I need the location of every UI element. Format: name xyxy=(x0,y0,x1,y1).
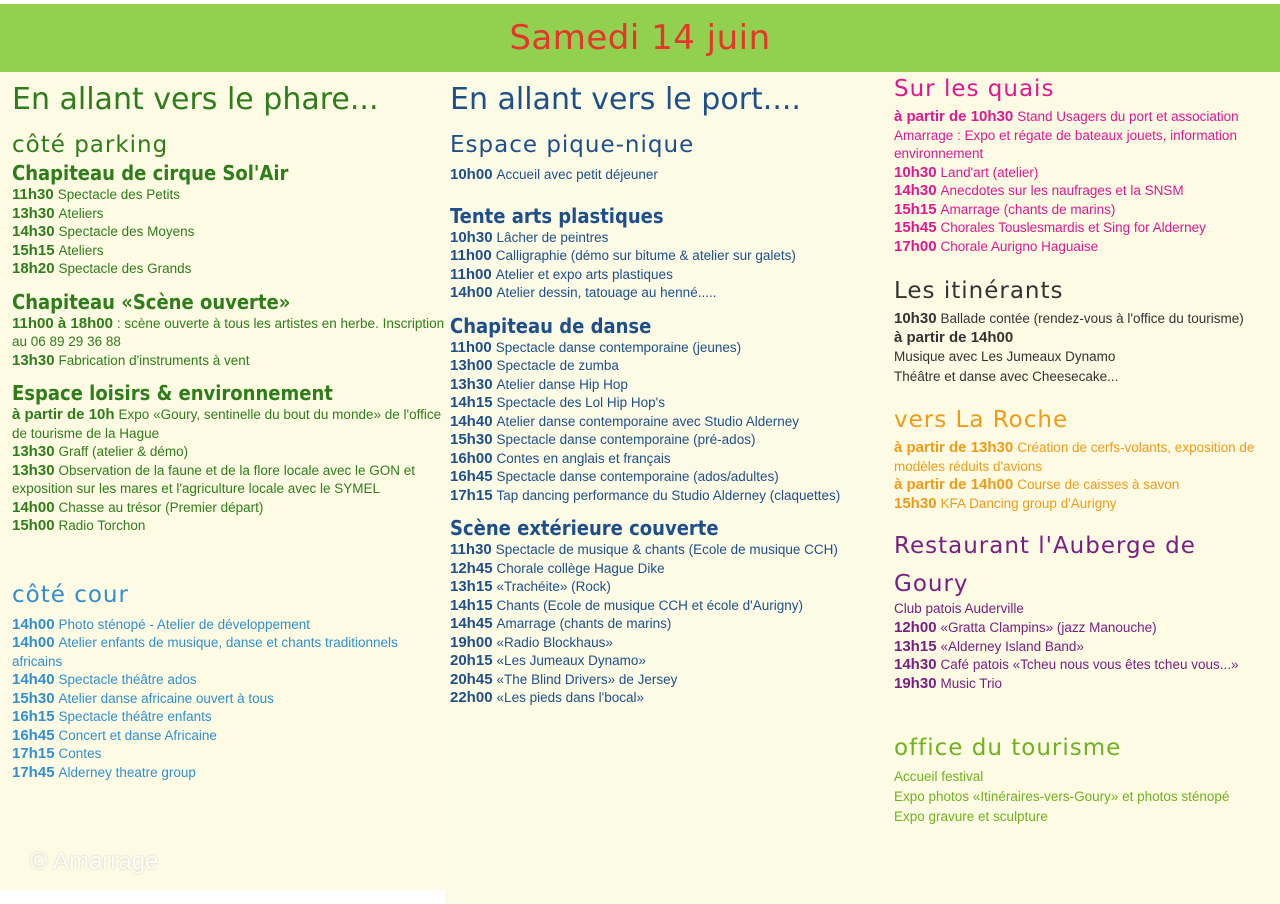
schedule-time: 17h00 xyxy=(894,237,937,255)
loisirs-title: Espace loisirs & environnement xyxy=(12,381,333,405)
tente-title: Tente arts plastiques xyxy=(450,203,664,228)
itinerants-list xyxy=(894,310,1280,347)
schedule-time: 14h40 xyxy=(12,671,55,688)
schedule-text: Ateliers xyxy=(58,205,104,221)
schedule-time: 18h20 xyxy=(12,260,55,277)
schedule-time: 13h15 xyxy=(894,637,937,655)
schedule-text: Ateliers xyxy=(58,242,104,258)
schedule-item xyxy=(894,182,1280,201)
schedule-time: 10h00 xyxy=(450,166,493,183)
schedule-text: «Trachéite» (Rock) xyxy=(496,579,611,594)
schedule-item xyxy=(450,229,885,248)
schedule-text: Atelier dessin, tatouage au henné..... xyxy=(496,285,717,300)
schedule-item xyxy=(12,634,445,671)
restaurant-list xyxy=(894,619,1280,693)
itinerants-heading: Les itinérants xyxy=(894,278,1064,304)
column-phare xyxy=(0,72,445,904)
schedule-time: 13h30 xyxy=(12,204,55,222)
schedule-time: 14h00 xyxy=(12,634,55,651)
schedule-text: Expo «Goury, sentinelle du bout du monde» de l'office de tourisme de la Hague xyxy=(12,407,442,441)
schedule-item xyxy=(894,495,1280,514)
schedule-item xyxy=(12,205,445,224)
exterieure-title: Scène extérieure couverte xyxy=(450,516,719,540)
schedule-text: Chorales Touslesmardis et Sing for Alderney xyxy=(940,220,1206,235)
schedule-time: 12h00 xyxy=(894,619,937,636)
schedule-item xyxy=(450,376,885,395)
schedule-time: 15h30 xyxy=(450,431,493,448)
schedule-time: à partir de 13h30 xyxy=(894,439,1014,456)
restaurant-heading-2: Goury xyxy=(894,571,969,597)
schedule-text: Spectacle théâtre enfants xyxy=(58,709,212,724)
schedule-text: Spectacle danse contemporaine (ados/adultes) xyxy=(496,469,779,484)
schedule-time: 19h00 xyxy=(450,633,493,651)
cirque-title: Chapiteau de cirque Sol'Air xyxy=(12,161,289,185)
schedule-time: 15h00 xyxy=(12,517,55,534)
schedule-time: 14h40 xyxy=(450,412,493,430)
schedule-item xyxy=(12,690,445,709)
schedule-item xyxy=(894,439,1280,476)
schedule-time: 13h30 xyxy=(12,351,55,369)
schedule-time: à partir de 10h30 xyxy=(894,108,1014,125)
schedule-time: 14h00 xyxy=(450,284,493,301)
schedule-time: 15h15 xyxy=(12,241,55,259)
schedule-item xyxy=(894,219,1280,238)
watermark: © Amarrage xyxy=(30,848,159,875)
schedule-text: Radio Torchon xyxy=(58,518,146,533)
schedule-time: 13h00 xyxy=(450,357,493,374)
schedule-item xyxy=(12,462,445,499)
schedule-item xyxy=(450,394,885,413)
schedule-item xyxy=(12,764,445,783)
schedule-text: Spectacle danse contemporaine (jeunes) xyxy=(495,339,742,355)
schedule-time: 17h15 xyxy=(12,745,55,762)
itinerants-note-2: Théâtre et danse avec Cheesecake... xyxy=(894,369,1119,384)
schedule-time: 11h00 xyxy=(450,265,492,283)
schedule-text: «Gratta Clampins» (jazz Manouche) xyxy=(940,620,1157,635)
schedule-item xyxy=(450,578,885,597)
column-port xyxy=(445,72,885,904)
schedule-time: 13h30 xyxy=(12,461,55,479)
quais-list xyxy=(894,108,1280,256)
schedule-time: 16h45 xyxy=(450,468,493,485)
schedule-item xyxy=(450,468,885,487)
schedule-item xyxy=(12,186,445,205)
schedule-text: Spectacle des Lol Hip Hop's xyxy=(496,395,665,410)
schedule-time: 16h00 xyxy=(450,449,493,467)
tente-list xyxy=(450,229,885,303)
schedule-time: 10h30 xyxy=(894,310,937,327)
schedule-text: Spectacle danse contemporaine (pré-ados) xyxy=(496,432,756,447)
schedule-time: 13h30 xyxy=(12,443,55,460)
port-title: En allant vers le port.... xyxy=(450,82,801,117)
schedule-time: à partir de 14h00 xyxy=(894,476,1014,493)
schedule-time: 17h15 xyxy=(450,486,493,504)
schedule-time: 20h45 xyxy=(450,670,493,688)
restaurant-heading: Restaurant l'Auberge de xyxy=(894,533,1196,559)
schedule-time: 19h30 xyxy=(894,674,937,692)
schedule-item xyxy=(12,406,445,443)
schedule-item xyxy=(12,616,445,635)
schedule-text: Music Trio xyxy=(940,675,1003,691)
cirque-list xyxy=(12,186,445,279)
schedule-item xyxy=(450,339,885,358)
schedule-text: KFA Dancing group d'Aurigny xyxy=(940,495,1117,511)
schedule-time: à partir de 10h xyxy=(12,406,115,423)
schedule-text: Fabrication d'instruments à vent xyxy=(58,352,250,368)
schedule-time: 13h15 xyxy=(450,578,493,595)
schedule-time: 16h45 xyxy=(12,726,55,744)
scene-ouverte-list xyxy=(12,315,445,371)
parking-heading: côté parking xyxy=(12,132,169,158)
schedule-time: 11h00 xyxy=(450,247,492,264)
schedule-text: Photo sténopé - Atelier de développement xyxy=(58,616,310,632)
schedule-time: 16h15 xyxy=(12,708,55,725)
schedule-text: Chants (Ecole de musique CCH et école d'Aurigny) xyxy=(496,597,804,613)
schedule-text: Lâcher de peintres xyxy=(496,229,609,245)
schedule-time: 14h30 xyxy=(894,182,937,199)
schedule-time: 14h30 xyxy=(894,656,937,673)
schedule-time: à partir de 14h00 xyxy=(894,328,1014,346)
schedule-text: Anecdotes sur les naufrages et la SNSM xyxy=(940,183,1184,198)
schedule-text: Chorale Aurigno Haguaise xyxy=(940,238,1099,254)
schedule-item xyxy=(12,315,445,352)
schedule-text: «Les pieds dans l'bocal» xyxy=(496,690,644,705)
exterieure-list xyxy=(450,541,885,708)
schedule-item xyxy=(450,615,885,634)
schedule-item xyxy=(450,284,885,303)
schedule-text: Graff (atelier & démo) xyxy=(58,444,189,459)
schedule-time: 14h30 xyxy=(12,223,55,240)
bottom-strip xyxy=(0,890,445,904)
danse-list xyxy=(450,339,885,506)
roche-list xyxy=(894,439,1280,513)
schedule-text: Concert et danse Africaine xyxy=(58,727,217,743)
schedule-text: Ballade contée (rendez-vous à l'office du tourisme) xyxy=(940,311,1244,326)
schedule-item xyxy=(450,487,885,506)
schedule-item xyxy=(450,541,885,560)
schedule-item xyxy=(450,357,885,376)
schedule-item xyxy=(450,560,885,579)
schedule-item xyxy=(12,727,445,746)
schedule-item xyxy=(12,671,445,690)
schedule-time: 15h45 xyxy=(894,219,937,236)
schedule-text: Atelier danse africaine ouvert à tous xyxy=(58,690,274,706)
schedule-text: Chorale collège Hague Dike xyxy=(496,560,665,576)
schedule-text: Chasse au trésor (Premier départ) xyxy=(58,499,264,515)
schedule-time: 14h15 xyxy=(450,394,493,411)
schedule-item xyxy=(12,745,445,764)
schedule-item xyxy=(450,166,885,185)
office-line-3: Expo gravure et sculpture xyxy=(894,809,1048,824)
schedule-time: 10h30 xyxy=(450,228,493,246)
scene-ouverte-title: Chapiteau «Scène ouverte» xyxy=(12,289,291,314)
schedule-text: Spectacle des Petits xyxy=(57,187,181,202)
schedule-text: Spectacle de zumba xyxy=(496,358,619,373)
schedule-text: Accueil avec petit déjeuner xyxy=(496,167,658,182)
schedule-item xyxy=(450,266,885,285)
schedule-text: Amarrage (chants de marins) xyxy=(940,201,1116,217)
schedule-time: 10h30 xyxy=(894,163,937,181)
schedule-text: Spectacle des Grands xyxy=(58,261,192,276)
schedule-item xyxy=(894,675,1280,694)
schedule-text: Spectacle théâtre ados xyxy=(58,672,197,687)
schedule-item xyxy=(894,164,1280,183)
schedule-item xyxy=(894,310,1280,329)
schedule-text: Atelier danse Hip Hop xyxy=(496,376,628,392)
phare-title: En allant vers le phare... xyxy=(12,82,379,117)
schedule-text: Atelier danse contemporaine avec Studio Alderney xyxy=(496,413,799,429)
schedule-text: «Les Jumeaux Dynamo» xyxy=(496,653,646,668)
quais-heading: Sur les quais xyxy=(894,76,1055,102)
schedule-item xyxy=(894,619,1280,638)
schedule-item xyxy=(12,443,445,462)
schedule-text: : scène ouverte à tous les artistes en herbe. Inscription au 06 89 29 36 88 xyxy=(12,315,445,349)
schedule-text: Calligraphie (démo sur bitume & atelier sur galets) xyxy=(495,248,796,263)
danse-title: Chapiteau de danse xyxy=(450,313,652,338)
schedule-item xyxy=(450,247,885,266)
schedule-text: Contes en anglais et français xyxy=(496,450,671,466)
schedule-time: 11h30 xyxy=(12,186,54,203)
schedule-text: Alderney theatre group xyxy=(58,764,196,780)
office-line-1: Accueil festival xyxy=(894,769,984,784)
schedule-item xyxy=(12,260,445,279)
loisirs-list xyxy=(12,406,445,536)
schedule-time: 14h15 xyxy=(450,596,493,614)
restaurant-intro: Club patois Auderville xyxy=(894,601,1024,616)
schedule-text: Spectacle des Moyens xyxy=(58,224,195,239)
schedule-item xyxy=(894,238,1280,257)
schedule-text: Atelier enfants de musique, danse et chants traditionnels africains xyxy=(12,635,398,669)
schedule-text: Course de caisses à savon xyxy=(1017,477,1180,492)
header-banner xyxy=(0,4,1280,72)
schedule-time: 15h30 xyxy=(12,689,55,707)
schedule-item xyxy=(450,652,885,671)
schedule-item xyxy=(450,431,885,450)
schedule-item xyxy=(12,242,445,261)
schedule-text: Stand Usagers du port et association Amarrage : Expo et régate de bateaux jouets, information environnement xyxy=(894,109,1239,161)
schedule-text: Amarrage (chants de marins) xyxy=(496,616,672,631)
pique-nique-list xyxy=(450,166,885,185)
schedule-time: 11h00 à 18h00 xyxy=(12,314,113,332)
schedule-text: Contes xyxy=(58,746,102,761)
schedule-time: 22h00 xyxy=(450,689,493,706)
schedule-time: 17h45 xyxy=(12,763,55,781)
cour-heading: côté cour xyxy=(12,581,129,608)
schedule-time: 11h00 xyxy=(450,338,492,356)
schedule-text: Tap dancing performance du Studio Alderney (claquettes) xyxy=(496,487,841,503)
schedule-item xyxy=(894,201,1280,220)
schedule-item xyxy=(450,597,885,616)
schedule-item xyxy=(894,638,1280,657)
schedule-time: 12h45 xyxy=(450,559,493,577)
schedule-item xyxy=(894,108,1280,164)
office-line-2: Expo photos «Itinéraires-vers-Goury» et photos sténopé xyxy=(894,789,1230,804)
schedule-item xyxy=(12,517,445,536)
schedule-item xyxy=(894,656,1280,675)
pique-nique-heading: Espace pique-nique xyxy=(450,132,695,158)
schedule-item xyxy=(450,634,885,653)
schedule-text: Atelier et expo arts plastiques xyxy=(495,266,673,282)
schedule-item xyxy=(894,329,1280,348)
schedule-time: 14h45 xyxy=(450,615,493,632)
schedule-item xyxy=(12,708,445,727)
schedule-item xyxy=(12,352,445,371)
schedule-time: 11h30 xyxy=(450,541,492,558)
schedule-time: 14h00 xyxy=(12,615,55,633)
schedule-item xyxy=(12,223,445,242)
schedule-item xyxy=(894,476,1280,495)
schedule-text: Création de cerfs-volants, exposition de modèles réduits d'avions xyxy=(894,440,1255,474)
cour-list xyxy=(12,616,445,783)
schedule-item xyxy=(12,499,445,518)
schedule-item xyxy=(450,450,885,469)
schedule-text: Observation de la faune et de la flore locale avec le GON et exposition sur les mares et l'agriculture locale avec le SYMEL xyxy=(12,462,415,496)
itinerants-note-1: Musique avec Les Jumeaux Dynamo xyxy=(894,349,1116,364)
schedule-text: «The Blind Drivers» de Jersey xyxy=(496,671,678,687)
schedule-text: Land'art (atelier) xyxy=(940,164,1039,180)
schedule-text: Spectacle de musique & chants (Ecole de musique CCH) xyxy=(495,542,838,557)
schedule-time: 15h15 xyxy=(894,200,937,218)
column-right xyxy=(885,72,1280,904)
schedule-item xyxy=(450,689,885,708)
office-heading: office du tourisme xyxy=(894,735,1122,761)
page-title: Samedi 14 juin xyxy=(509,18,771,58)
schedule-time: 13h30 xyxy=(450,375,493,393)
schedule-item xyxy=(450,413,885,432)
schedule-time: 14h00 xyxy=(12,498,55,516)
schedule-item xyxy=(450,671,885,690)
schedule-text: Café patois «Tcheu nous vous êtes tcheu vous...» xyxy=(940,657,1239,672)
schedule-time: 15h30 xyxy=(894,494,937,512)
schedule-text: «Radio Blockhaus» xyxy=(496,634,613,650)
roche-heading: vers La Roche xyxy=(894,407,1069,433)
schedule-text: «Alderney Island Band» xyxy=(940,638,1084,654)
schedule-time: 20h15 xyxy=(450,652,493,669)
